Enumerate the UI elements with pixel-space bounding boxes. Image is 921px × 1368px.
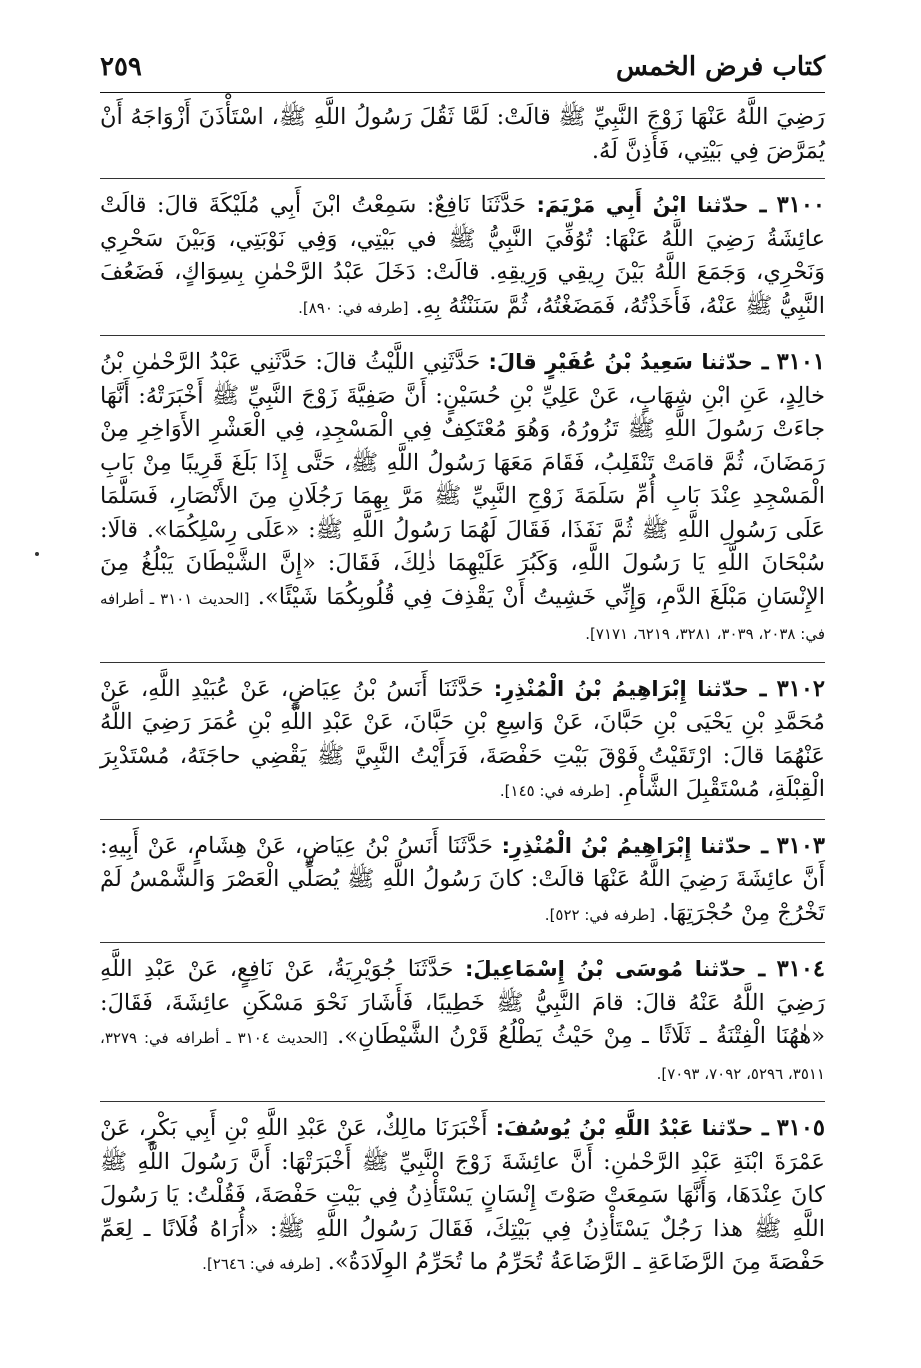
hadith-text: حَدَّثَنَا نَافِعٌ: سَمِعْتُ ابْنَ أَبِي مُلَيْكَةَ قالَ: قالَتْ عائِشَةُ رَضِيَ اللَّهُ عَنْهَا: تُوُفِّيَ النَّبِيُّ ﷺ في بَيْتِي، وَفِي نَوْبَتِي، وَبَيْنَ سَحْرِي وَنَحْرِي، وَجَمَعَ اللَّهُ بَيْنَ رِيقِي وَرِيقِهِ. قالَتْ: دَخَلَ عَبْدُ الرَّحْمٰنِ بِسِوَاكٍ، فَضَعُفَ النَّبِيُّ ﷺ عَنْهُ، فَأَخَذْتُهُ، فَمَضَغْتُهُ، ثُمَّ سَنَنْتُهُ بِهِ. xyxy=(100,192,825,319)
hadith-note: [طرفه في: ٢٦٤٦]. xyxy=(202,1255,321,1273)
hadith-note: [طرفه في: ٥٢٢]. xyxy=(544,905,656,924)
hadith-text: حَدَّثَنَا أَنَسُ بْنُ عِيَاضٍ، عَنْ هِشَامٍ، عَنْ أَبِيهِ: أَنَّ عائِشَةَ رَضِيَ اللَّهُ عَنْهَا قالَتْ: كانَ رَسُولُ اللَّهِ ﷺ يُصَلِّي الْعَصْرَ وَالشَّمْسُ لَمْ تَخْرُجْ مِنْ حُجْرَتِهَا. xyxy=(100,832,825,926)
page-number: ٢٥٩ xyxy=(100,52,142,82)
hadith-isnad: حدّثنا إِبْرَاهِيمُ بْنُ الْمُنْذِرِ: xyxy=(493,676,749,701)
hadith-note: [طرفه في: ٨٩٠]. xyxy=(298,298,409,317)
hadith-isnad: حدّثنا إِبْرَاهِيمُ بْنُ الْمُنْذِرِ: xyxy=(501,833,752,858)
entry-divider xyxy=(100,178,825,179)
hadith-entry-3102: ٣١٠٢ ـ حدّثنا إِبْرَاهِيمُ بْنُ الْمُنْذِرِ: حَدَّثَنَا أَنَسُ بْنُ عِيَاضٍ، عَنْ عُبَيْدِ اللَّهِ، عَنْ مُحَمَّدِ بْنِ يَحْيَى بْنِ حَبَّانَ، عَنْ وَاسِعِ بْنِ حَبَّانَ، عَنْ عَبْدِ اللَّهِ بْنِ عُمَرَ رَضِيَ اللَّهُ عَنْهُمَا قالَ: ارْتَقَيْتُ فَوْقَ بَيْتِ حَفْصَةَ، فَرَأَيْتُ النَّبِيَّ ﷺ يَقْضِي حاجَتَهُ، مُسْتَدْبِرَ الْقِبْلَةِ، مُسْتَقْبِلَ الشَّأْمِ. [طرفه في: ١٤٥]. xyxy=(100,675,825,802)
entry-divider xyxy=(100,335,825,336)
page-body xyxy=(100,101,825,1292)
hadith-number: ٣١٠٢ xyxy=(776,675,825,702)
hadith-note: [الحديث ٣١٠٤ ـ أطرافه في: ٣٢٧٩، ٣٥١١، ٥٢٩٦، ٧٠٩٢، ٧٠٩٣]. xyxy=(100,1029,825,1083)
chapter-title: كتاب فرض الخمس xyxy=(615,52,825,82)
page-header xyxy=(100,40,825,88)
hadith-isnad: حدّثنا ابْنُ أَبِي مَرْيَمَ: xyxy=(536,193,749,217)
hadith-isnad: حدّثنا مُوسَى بْنُ إِسْمَاعِيلَ: xyxy=(464,957,747,981)
hadith-number: ٣١٠٤ xyxy=(776,956,825,982)
scan-speck xyxy=(35,552,39,556)
hadith-text: حَدَّثَنَا جُوَيْرِيَةُ، عَنْ نَافِعٍ، عَنْ عَبْدِ اللَّهِ رَضِيَ اللَّهُ عَنْهُ قالَ: قامَ النَّبِيُّ ﷺ خَطِيبًا، فَأَشَارَ نَحْوَ مَسْكَنِ عائِشَةَ، فَقَالَ: «هٰهُنَا الْفِتْنَةُ ـ ثَلَاثًا ـ مِنْ حَيْثُ يَطْلُعُ قَرْنُ الشَّيْطَانِ». xyxy=(100,956,825,1049)
hadith-entry-3103: ٣١٠٣ ـ حدّثنا إِبْرَاهِيمُ بْنُ الْمُنْذِرِ: حَدَّثَنَا أَنَسُ بْنُ عِيَاضٍ، عَنْ هِشَامٍ، عَنْ أَبِيهِ: أَنَّ عائِشَةَ رَضِيَ اللَّهُ عَنْهَا قالَتْ: كانَ رَسُولُ اللَّهِ ﷺ يُصَلِّي الْعَصْرَ وَالشَّمْسُ لَمْ تَخْرُجْ مِنْ حُجْرَتِهَا. [طرفه في: ٥٢٢]. xyxy=(100,832,826,926)
hadith-entry-3100: ٣١٠٠ ـ حدّثنا ابْنُ أَبِي مَرْيَمَ: حَدَّثَنَا نَافِعٌ: سَمِعْتُ ابْنَ أَبِي مُلَيْكَةَ قالَ: قالَتْ عائِشَةُ رَضِيَ اللَّهُ عَنْهَا: تُوُفِّيَ النَّبِيُّ ﷺ في بَيْتِي، وَفِي نَوْبَتِي، وَبَيْنَ سَحْرِي وَنَحْرِي، وَجَمَعَ اللَّهُ بَيْنَ رِيقِي وَرِيقِهِ. قالَتْ: دَخَلَ عَبْدُ الرَّحْمٰنِ بِسِوَاكٍ، فَضَعُفَ النَّبِيُّ ﷺ عَنْهُ، فَأَخَذْتُهُ، فَمَضَغْتُهُ، ثُمَّ سَنَنْتُهُ بِهِ. [طرفه في: ٨٩٠]. xyxy=(100,192,826,319)
hadith-number: ٣١٠١ xyxy=(776,349,825,375)
hadith-entry-3104: ٣١٠٤ ـ حدّثنا مُوسَى بْنُ إِسْمَاعِيلَ: حَدَّثَنَا جُوَيْرِيَةُ، عَنْ نَافِعٍ، عَنْ عَبْدِ اللَّهِ رَضِيَ اللَّهُ عَنْهُ قالَ: قامَ النَّبِيُّ ﷺ خَطِيبًا، فَأَشَارَ نَحْوَ مَسْكَنِ عائِشَةَ، فَقَالَ: «هٰهُنَا الْفِتْنَةُ ـ ثَلَاثًا ـ مِنْ حَيْثُ يَطْلُعُ قَرْنُ الشَّيْطَانِ». [الحديث ٣١٠٤ ـ أطرافه في: ٣٢٧٩، ٣٥١١، ٥٢٩٦، ٧٠٩٢، ٧٠٩٣]. xyxy=(100,956,825,1083)
hadith-number: ٣١٠٣ xyxy=(776,832,826,859)
entry-divider xyxy=(100,662,825,663)
hadith-entry-3105: ٣١٠٥ ـ حدّثنا عَبْدُ اللَّهِ بْنُ يُوسُفَ: أَخْبَرَنَا مالِكٌ، عَنْ عَبْدِ اللَّهِ بْنِ أَبِي بَكْرٍ، عَنْ عَمْرَةَ ابْنَةِ عَبْدِ الرَّحْمٰنِ: أَنَّ عائِشَةَ زَوْجَ النَّبِيِّ ﷺ أَخْبَرَتْهَا: أَنَّ رَسُولَ اللَّهِ ﷺ كانَ عِنْدَهَا، وَأَنَّهَا سَمِعَتْ صَوْتَ إِنْسَانٍ يَسْتَأْذِنُ فِي بَيْتِ حَفْصَةَ، فَقُلْتُ: يَا رَسُولَ اللَّهِ ﷺ هذا رَجُلٌ يَسْتَأْذِنُ فِي بَيْتِكَ، فَقَالَ رَسُولُ اللَّهِ ﷺ: «أُرَاهُ فُلَانًا ـ لِعَمِّ حَفْصَةَ مِنَ الرَّضَاعَةِ ـ الرَّضَاعَةُ تُحَرِّمُ ما تُحَرِّمُ الوِلَادَةُ». [طرفه في: ٢٦٤٦]. xyxy=(100,1115,825,1275)
header-rule xyxy=(100,92,825,93)
entry-divider xyxy=(100,819,825,820)
hadith-note: [الحديث ٣١٠١ ـ أطرافه في: ٢٠٣٨، ٣٠٣٩، ٣٢٨١، ٦٢١٩، ٧١٧١]. xyxy=(100,589,825,643)
hadith-text: رَضِيَ اللَّهُ عَنْهَا زَوْجَ النَّبِيِّ ﷺ قالَتْ: لَمَّا ثَقُلَ رَسُولُ اللَّهِ ﷺ، اسْتَأْذَنَ أَزْوَاجَهُ أَنْ يُمَرَّضَ فِي بَيْتِي، فَأَذِنَّ لَهُ. xyxy=(100,104,825,164)
hadith-text: حَدَّثَنَا أَنَسُ بْنُ عِيَاضٍ، عَنْ عُبَيْدِ اللَّهِ، عَنْ مُحَمَّدِ بْنِ يَحْيَى بْنِ حَبَّانَ، عَنْ وَاسِعِ بْنِ حَبَّانَ، عَنْ عَبْدِ اللَّهِ بْنِ عُمَرَ رَضِيَ اللَّهُ عَنْهُمَا قالَ: ارْتَقَيْتُ فَوْقَ بَيْتِ حَفْصَةَ، فَرَأَيْتُ النَّبِيَّ ﷺ يَقْضِي حاجَتَهُ، مُسْتَدْبِرَ الْقِبْلَةِ، مُسْتَقْبِلَ الشَّأْمِ. xyxy=(100,675,825,802)
hadith-number: ٣١٠٠ xyxy=(776,192,826,218)
hadith-isnad: حدّثنا سَعِيدُ بْنُ عُفَيْرٍ قالَ: xyxy=(488,350,753,374)
hadith-text: حَدَّثَنِي اللَّيْثُ قالَ: حَدَّثَنِي عَبْدُ الرَّحْمٰنِ بْنُ خالِدٍ، عَنِ ابْنِ شِهَابٍ، عَنْ عَلِيِّ بْنِ حُسَيْنٍ: أَنَّ صَفِيَّةَ زَوْجَ النَّبِيِّ ﷺ أَخْبَرَتْهُ: أَنَّهَا جاءَتْ رَسُولَ اللَّهِ ﷺ تَزُورُهُ، وَهُوَ مُعْتَكِفٌ فِي الْمَسْجِدِ، فِي الْعَشْرِ الأَوَاخِرِ مِنْ رَمَضَانَ، ثُمَّ قامَتْ تَنْقَلِبُ، فَقَامَ مَعَهَا رَسُولُ اللَّهِ ﷺ، حَتَّى إِذَا بَلَغَ قَرِيبًا مِنْ بَابِ الْمَسْجِدِ عِنْدَ بَابِ أُمِّ سَلَمَةَ زَوْجِ النَّبِيِّ ﷺ مَرَّ بِهِمَا رَجُلَانِ مِنَ الأَنْصَارِ، فَسَلَّمَا عَلَى رَسُولِ اللَّهِ ﷺ ثُمَّ نَفَذَا، فَقَالَ لَهُمَا رَسُولُ اللَّهِ ﷺ: «عَلَى رِسْلِكُمَا». قالَا: سُبْحَانَ اللَّهِ يَا رَسُولَ اللَّهِ، وَكَبُرَ عَلَيْهِمَا ذٰلِكَ، فَقَالَ: «إِنَّ الشَّيْطَانَ يَبْلُغُ مِنَ الإِنْسَانِ مَبْلَغَ الدَّمِ، وَإِنِّي خَشِيتُ أَنْ يَقْذِفَ فِي قُلُوبِكُمَا شَيْئًا». xyxy=(100,349,825,610)
entry-divider xyxy=(100,942,825,943)
hadith-entry-3101: ٣١٠١ ـ حدّثنا سَعِيدُ بْنُ عُفَيْرٍ قالَ: حَدَّثَنِي اللَّيْثُ قالَ: حَدَّثَنِي عَبْدُ الرَّحْمٰنِ بْنُ خالِدٍ، عَنِ ابْنِ شِهَابٍ، عَنْ عَلِيِّ بْنِ حُسَيْنٍ: أَنَّ صَفِيَّةَ زَوْجَ النَّبِيِّ ﷺ أَخْبَرَتْهُ: أَنَّهَا جاءَتْ رَسُولَ اللَّهِ ﷺ تَزُورُهُ، وَهُوَ مُعْتَكِفٌ فِي الْمَسْجِدِ، فِي الْعَشْرِ الأَوَاخِرِ مِنْ رَمَضَانَ، ثُمَّ قامَتْ تَنْقَلِبُ، فَقَامَ مَعَهَا رَسُولُ اللَّهِ ﷺ، حَتَّى إِذَا بَلَغَ قَرِيبًا مِنْ بَابِ الْمَسْجِدِ عِنْدَ بَابِ أُمِّ سَلَمَةَ زَوْجِ النَّبِيِّ ﷺ مَرَّ بِهِمَا رَجُلَانِ مِنَ الأَنْصَارِ، فَسَلَّمَا عَلَى رَسُولِ اللَّهِ ﷺ ثُمَّ نَفَذَا، فَقَالَ لَهُمَا رَسُولُ اللَّهِ ﷺ: «عَلَى رِسْلِكُمَا». قالَا: سُبْحَانَ اللَّهِ يَا رَسُولَ اللَّهِ، وَكَبُرَ عَلَيْهِمَا ذٰلِكَ، فَقَالَ: «إِنَّ الشَّيْطَانَ يَبْلُغُ مِنَ الإِنْسَانِ مَبْلَغَ الدَّمِ، وَإِنِّي خَشِيتُ أَنْ يَقْذِفَ فِي قُلُوبِكُمَا شَيْئًا». [الحديث ٣١٠١ ـ أطرافه في: ٢٠٣٨، ٣٠٣٩، ٣٢٨١، ٦٢١٩، ٧١٧١]. xyxy=(100,349,825,643)
entry-divider xyxy=(100,1101,825,1102)
hadith-note: [طرفه في: ١٤٥]. xyxy=(499,782,611,800)
hadith-continuation xyxy=(100,101,825,178)
hadith-isnad: حدّثنا عَبْدُ اللَّهِ بْنُ يُوسُفَ: xyxy=(495,1116,754,1140)
hadith-text: أَخْبَرَنَا مالِكٌ، عَنْ عَبْدِ اللَّهِ بْنِ أَبِي بَكْرٍ، عَنْ عَمْرَةَ ابْنَةِ عَبْدِ الرَّحْمٰنِ: أَنَّ عائِشَةَ زَوْجَ النَّبِيِّ ﷺ أَخْبَرَتْهَا: أَنَّ رَسُولَ اللَّهِ ﷺ كانَ عِنْدَهَا، وَأَنَّهَا سَمِعَتْ صَوْتَ إِنْسَانٍ يَسْتَأْذِنُ فِي بَيْتِ حَفْصَةَ، فَقُلْتُ: يَا رَسُولَ اللَّهِ ﷺ هذا رَجُلٌ يَسْتَأْذِنُ فِي بَيْتِكَ، فَقَالَ رَسُولُ اللَّهِ ﷺ: «أُرَاهُ فُلَانًا ـ لِعَمِّ حَفْصَةَ مِنَ الرَّضَاعَةِ ـ الرَّضَاعَةُ تُحَرِّمُ ما تُحَرِّمُ الوِلَادَةُ». xyxy=(100,1115,825,1275)
hadith-number: ٣١٠٥ xyxy=(776,1115,825,1141)
